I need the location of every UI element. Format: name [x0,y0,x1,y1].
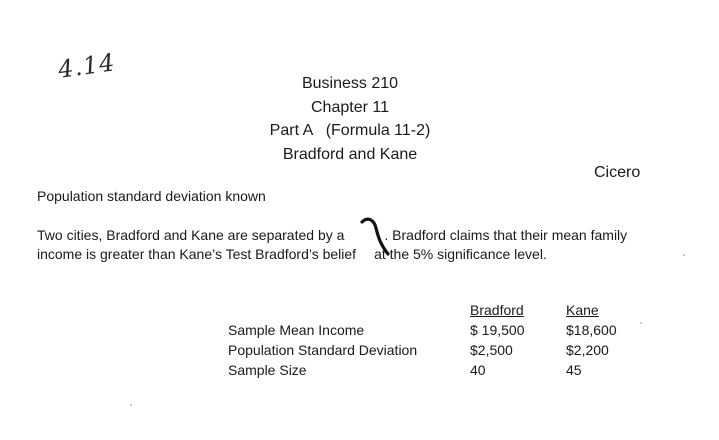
row-label: Sample Size [228,362,307,378]
table-header-blank [224,302,470,322]
part-title: Part A (Formula 11-2) [269,122,431,139]
table-header-row [224,302,646,322]
problem-line-2-before: income is greater than Kane’s Test Bradford’s belief [37,246,357,262]
row-label: Population Standard Deviation [228,342,418,358]
problem-line-1-before: Two cities, Bradford and Kane are separated by a [37,227,345,243]
course-title: Business 210 [301,75,399,92]
problem-line-1 [37,226,627,245]
table-row [224,362,646,382]
document-header [200,72,500,166]
problem-paragraph [37,226,627,264]
problem-line-1-after: . Bradford claims that their mean family [384,227,628,243]
chapter-title: Chapter 11 [311,98,389,116]
topic-title: Bradford and Kane [282,145,418,163]
bradford-value: $ 19,500 [470,322,525,338]
scan-speck [683,254,685,256]
table-header-bradford: Bradford [470,302,524,318]
problem-line-2 [37,245,627,264]
subheading: Population standard deviation known [37,188,266,204]
table-row [224,342,646,362]
bradford-value: 40 [470,362,486,378]
table-row [224,322,646,342]
handwritten-note: 4.14 [56,48,118,84]
kane-value: $2,200 [566,342,609,358]
scan-speck [130,404,132,406]
statistics-table [224,302,646,382]
scan-speck [640,322,642,324]
redaction-squiggle [358,214,394,258]
table-header-kane: Kane [566,302,599,318]
kane-value: 45 [566,362,582,378]
kane-value: $18,600 [566,322,617,338]
bradford-value: $2,500 [470,342,513,358]
row-label: Sample Mean Income [228,322,365,338]
author-name: Cicero [594,164,641,181]
problem-line-2-after: at the 5% significance level. [374,246,547,262]
